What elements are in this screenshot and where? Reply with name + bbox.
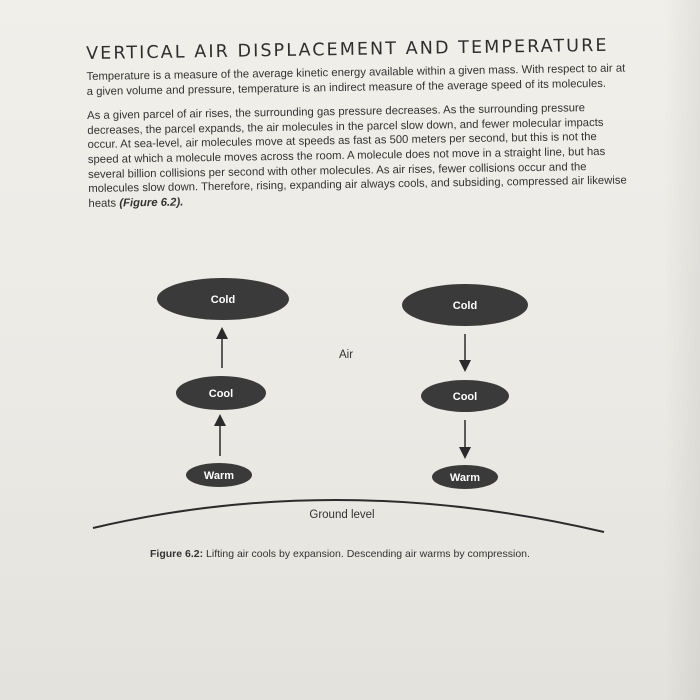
- right-cold-label: Cold: [452, 300, 478, 312]
- left-column: [157, 278, 289, 487]
- left-warm-label: Warm: [203, 470, 235, 482]
- air-label: Air: [338, 349, 354, 361]
- caption-label: Figure 6.2:: [150, 548, 204, 560]
- left-cold-label: Cold: [210, 294, 236, 306]
- right-column: [402, 284, 528, 489]
- caption-text: Lifting air cools by expansion. Descending air warms by compression.: [203, 548, 530, 560]
- ground-level-label: Ground level: [309, 509, 375, 521]
- right-warm-label: Warm: [449, 472, 481, 484]
- paragraph-2-text: As a given parcel of air rises, the surrounding gas pressure decreases. As the surrounding pressure decreases, the parcel expands, the air molecules in the parcel slow down, and fewer molecular impacts occur. At sea-level, air molecules move at speeds as fast as 500 meters per second, but this is not the speed at which a molecule moves across the room. A molecule does not move in a straight line, but has several billion collisions per second with other molecules. As air rises, fewer collisions occur and the molecules slow down. Therefore, rising, expanding air always cools, and subsiding, compressed air likewise heats: [87, 102, 627, 210]
- section-heading: VERTICAL AIR DISPLACEMENT AND TEMPERATURE: [86, 35, 609, 64]
- paragraph-1: Temperature is a measure of the average kinetic energy available within a given mass. With respect to air at a given volume and pressure, temperature is an indirect measure of the average speed of its molecules.: [86, 62, 626, 98]
- figure-reference: (Figure 6.2).: [119, 196, 184, 210]
- right-cool-label: Cool: [452, 391, 478, 403]
- figure-caption: [150, 548, 570, 560]
- left-cool-label: Cool: [208, 388, 234, 400]
